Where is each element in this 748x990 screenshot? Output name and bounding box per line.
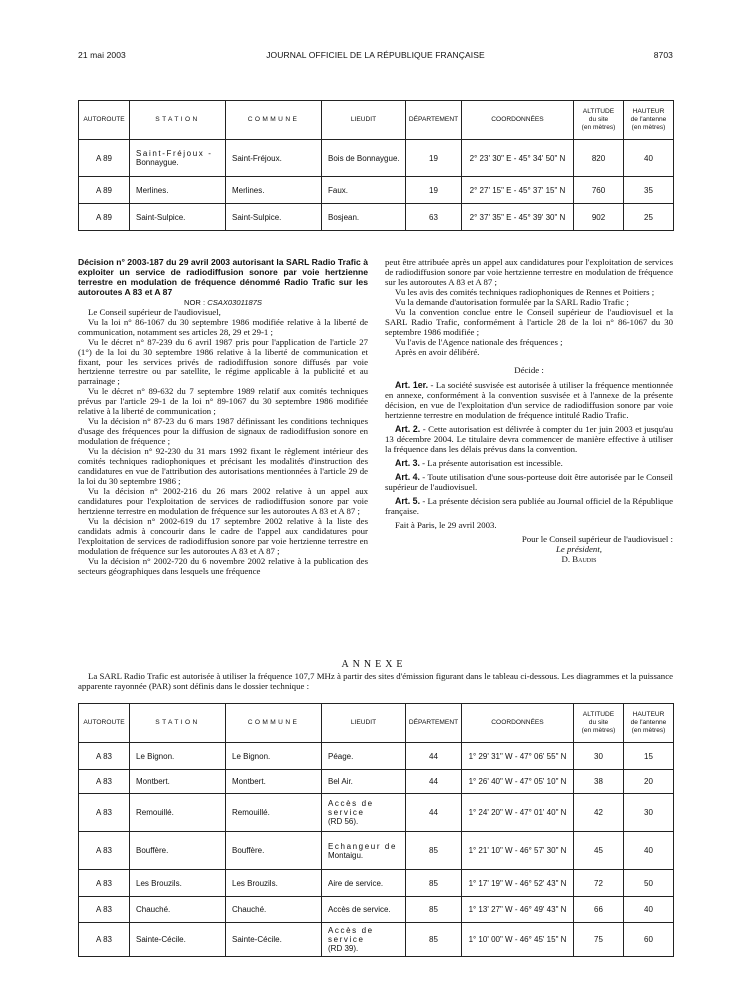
paragraph: Vu le décret n° 89-632 du 7 septembre 1989 relatif aux comités techniques prévus par l'article 29-1 de la loi n° 89-1067 du 30 septembre 1986 modifiée relative à la liberté de communication ; xyxy=(78,386,368,417)
paragraph: Vu la décision n° 2002-216 du 26 mars 2002 relative à un appel aux candidatures pour l'exploitation de services de radiodiffusion sonore par voie hertzienne terrestre en modulation de fréquence sur les autoroutes A 83 et A 87 ; xyxy=(78,485,368,516)
table-row: A 83 Chauché. Chauché. Accès de service. 85 1° 13' 27" W - 46° 49' 43" N 66 40 xyxy=(79,897,674,923)
article-3: Art. 3. - La présente autorisation est incessible. xyxy=(395,458,563,469)
col-autoroute: AUTOROUTE xyxy=(79,101,130,140)
signature-line-2: Le président, xyxy=(556,543,602,554)
paragraph: Le Conseil supérieur de l'audiovisuel, xyxy=(88,306,221,317)
paragraph: Vu l'avis de l'Agence nationale des fréquences ; xyxy=(395,336,563,347)
article-2: Art. 2. - Cette autorisation est délivrée à compter du 1er juin 2003 et jusqu'au 13 décembre 2004. Le titulaire devra commencer de manière effective à utiliser la fréquence dans les délais prévus dans la convention. xyxy=(385,424,673,455)
paragraph: Vu le décret n° 87-239 du 6 avril 1987 pris pour l'application de l'article 27 (1°) de la loi du 30 septembre 1986 relative à la liberté de communication et fixant, pour les services privés de radiodiffusion sonore diffusés par voie hertzienne terrestre ou par satellite, le régime applicable à la publicité et au parrainage ; xyxy=(78,336,368,387)
table-row: A 83 Les Brouzils. Les Brouzils. Aire de service. 85 1° 17' 19" W - 46° 52' 43" N 72 50 xyxy=(79,870,674,897)
paragraph: peut être attribuée après un appel aux candidatures pour l'exploitation de services de radiodiffusion sonore par voie hertzienne terrestre en modulation de fréquence sur les autoroutes A 83 et A 87 ; xyxy=(385,257,673,287)
signature-name: D. Baudis xyxy=(561,553,597,564)
table-row: A 89 Saint-Fréjoux - Bonnaygue. Saint-Fréjoux. Bois de Bonnaygue. 19 2° 23' 30" E - 45° 34' 50" N 820 40 xyxy=(79,140,674,177)
paragraph: Après en avoir délibéré. xyxy=(395,346,480,357)
table-row: A 83 Montbert. Montbert. Bel Air. 44 1° 26' 40" W - 47° 05' 10" N 38 20 xyxy=(79,770,674,794)
table-row: A 89 Merlines. Merlines. Faux. 19 2° 27' 15" E - 45° 37' 15" N 760 35 xyxy=(79,177,674,204)
done-at: Fait à Paris, le 29 avril 2003. xyxy=(395,519,497,530)
table-header-row xyxy=(79,101,674,140)
table-row: A 83 Sainte-Cécile. Sainte-Cécile. Accès de service (RD 39). 85 1° 10' 00" W - 46° 45' 15" N 75 60 xyxy=(79,923,674,957)
article-5: Art. 5. - La présente décision sera publiée au Journal officiel de la République française. xyxy=(385,496,673,516)
header-page-number: 8703 xyxy=(653,50,673,60)
signature-line-1: Pour le Conseil supérieur de l'audiovisuel : xyxy=(521,533,673,544)
paragraph: Vu la loi n° 86-1067 du 30 septembre 1986 modifiée relative à la liberté de communication, notamment ses articles 28, 29 et 29-1 ; xyxy=(78,316,368,337)
col-altitude: ALTITUDE du site (en mètres) xyxy=(574,101,624,140)
col-hauteur: HAUTEUR de l'antenne (en mètres) xyxy=(624,101,674,140)
col-coordonnees: COORDONNÉES xyxy=(462,101,574,140)
page-header xyxy=(78,50,673,64)
col-departement: DÉPARTEMENT xyxy=(406,101,462,140)
paragraph: Vu la décision n° 2002-619 du 17 septembre 2002 relative à la liste des candidats admis à concourir dans le cadre de l'appel aux candidatures pour l'exploitation de services de radiodiffusion sonore par voie hertzienne terrestre en modulation de fréquence sur les autoroutes A 83 et A 87 ; xyxy=(78,515,368,556)
table-row: A 89 Saint-Sulpice. Saint-Sulpice. Bosjean. 63 2° 37' 35" E - 45° 39' 30" N 902 25 xyxy=(79,204,674,231)
decision-right-column xyxy=(385,258,673,565)
col-lieudit: LIEUDIT xyxy=(322,101,406,140)
col-commune: COMMUNE xyxy=(226,101,322,140)
annexe-text: La SARL Radio Trafic est autorisée à utiliser la fréquence 107,7 MHz à partir des sites d'émission figurant dans le tableau ci-dessous. Les diagrammes et la puissance apparente rayonnée (PAR) sont définis dans le dossier technique : xyxy=(78,671,673,691)
paragraph: Vu la demande d'autorisation formulée par la SARL Radio Trafic ; xyxy=(395,296,629,307)
col-station: STATION xyxy=(130,101,226,140)
table-header-row: AUTOROUTE STATION COMMUNE LIEUDIT DÉPARTEMENT COORDONNÉES ALTITUDE du site (en mètres) HAUTEUR de l'antenne (en mètres) xyxy=(79,704,674,743)
decision-left-column xyxy=(78,258,368,577)
article-1: Art. 1er. - La société susvisée est autorisée à utiliser la fréquence mentionnée en annexe, conformément à la convention susvisée et à l'annexe de la présente décision, en vue de l'exploitation d'un service de radiodiffusion sonore par voie hertzienne terrestre en modulation de fréquence intitulé Radio Trafic. xyxy=(385,380,673,421)
table-row: A 83 Bouffère. Bouffère. Echangeur de Montaigu. 85 1° 21' 10" W - 46° 57' 30" N 45 40 xyxy=(79,832,674,870)
table-row: A 83 Remouillé. Remouillé. Accès de service (RD 56). 44 1° 24' 20" W - 47° 01' 40" N 42 30 xyxy=(79,794,674,832)
nor-reference: NOR : CSAX0301187S xyxy=(184,297,262,307)
decision-title: Décision n° 2003-187 du 29 avril 2003 autorisant la SARL Radio Trafic à exploiter un service de radiodiffusion sonore par voie hertzienne terrestre en modulation de fréquence dénommé Radio Trafic sur les autoroutes A 83 et A 87 xyxy=(78,257,368,297)
paragraph: Vu la décision n° 2002-720 du 6 novembre 2002 relative à la publication des secteurs géographiques dans lesquels une fréquence xyxy=(78,555,368,576)
article-4: Art. 4. - Toute utilisation d'une sous-porteuse doit être autorisée par le Conseil supérieur de l'audiovisuel. xyxy=(385,472,673,493)
paragraph: Vu la décision n° 92-230 du 31 mars 1992 fixant le règlement intérieur des comités techniques radiophoniques et précisant les modalités d'instruction des candidatures en vue de l'attribution des autorisations mentionnées à l'article 29 de la loi du 30 septembre 1986 ; xyxy=(78,446,368,486)
paragraph: Vu la convention conclue entre le Conseil supérieur de l'audiovisuel et la SARL Radio Trafic, conformément à l'article 28 de la loi n° 86-1067 du 30 septembre 1986 modifiée ; xyxy=(385,306,673,337)
header-journal-title: JOURNAL OFFICIEL DE LA RÉPUBLIQUE FRANÇAISE xyxy=(266,50,485,60)
decide-heading: Décide : xyxy=(514,364,544,375)
stations-table-a89 xyxy=(78,100,674,231)
header-date: 21 mai 2003 xyxy=(78,50,126,60)
annexe-title: ANNEXE xyxy=(341,659,407,670)
paragraph: Vu la décision n° 87-23 du 6 mars 1987 définissant les conditions techniques d'usage des fréquences pour la diffusion de signaux de radiodiffusion sonore en modulation de fréquence ; xyxy=(78,416,368,447)
stations-table-a83 xyxy=(78,703,674,957)
table-row: A 83 Le Bignon. Le Bignon. Péage. 44 1° 29' 31" W - 47° 06' 55" N 30 15 xyxy=(79,743,674,770)
paragraph: Vu les avis des comités techniques radiophoniques de Rennes et Poitiers ; xyxy=(395,286,655,297)
